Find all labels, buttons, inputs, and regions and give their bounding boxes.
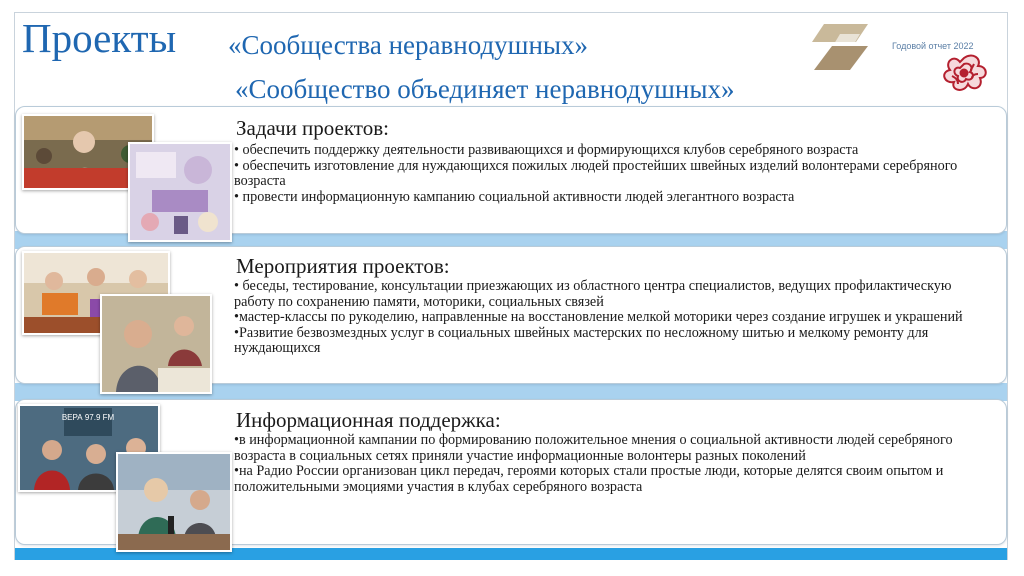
- list-item: •на Радио России организован цикл передач, героями которых стали простые люди, которые делятся своим опытом и положительными эмоциями участия в клубах серебряного возраста: [234, 463, 944, 495]
- section-heading: Задачи проектов:: [236, 116, 389, 140]
- list-item: •мастер-классы по рукоделию, направленные на восстановление мелкой моторики через создание игрушек и украшений: [234, 309, 963, 325]
- list-item: •Развитие безвозмездных услуг в социальных швейных мастерских по несложному шитью и мелкому ремонту для нуждающихся: [234, 324, 929, 356]
- page-title: Проекты: [22, 15, 177, 61]
- list-item: • обеспечить изготовление для нуждающихся пожилых людей простейших швейных изделий волонтерами серебряного возраста: [234, 157, 958, 189]
- photo-radio-interview: [116, 452, 232, 552]
- list-item: • беседы, тестирование, консультации приезжающих из областного центра специалистов, ведущих профилактическую работу по сохранению памяти, моторики, социальных связей: [234, 278, 952, 310]
- photo-consultation: [100, 294, 212, 394]
- report-label: Годовой отчет 2022: [892, 41, 974, 51]
- section-heading: Информационная поддержка:: [236, 408, 501, 432]
- task-list: [234, 143, 994, 205]
- radio-sign-text: ВЕРА 97.9 FM: [61, 413, 115, 422]
- section-heading: Мероприятия проектов:: [236, 254, 450, 278]
- photo-sewing-table: [128, 142, 232, 242]
- events-list: [234, 279, 994, 357]
- project-name-1: «Сообщества неравнодушных»: [228, 30, 589, 60]
- info-list: [234, 433, 994, 495]
- list-item: • обеспечить поддержку деятельности развивающихся и формирующихся клубов серебряного возраста: [234, 142, 859, 158]
- flower-emblem-icon: [938, 50, 990, 96]
- organization-logo: [810, 22, 872, 72]
- project-name-2: «Сообщество объединяет неравнодушных»: [235, 74, 735, 104]
- list-item: •в информационной кампании по формированию положительное мнения о социальной активности людей серебряного возраста в социальных сетях приняли участие информационные волонтеры разных поколений: [234, 432, 953, 464]
- list-item: • провести информационную кампанию социальной активности людей элегантного возраста: [234, 188, 795, 205]
